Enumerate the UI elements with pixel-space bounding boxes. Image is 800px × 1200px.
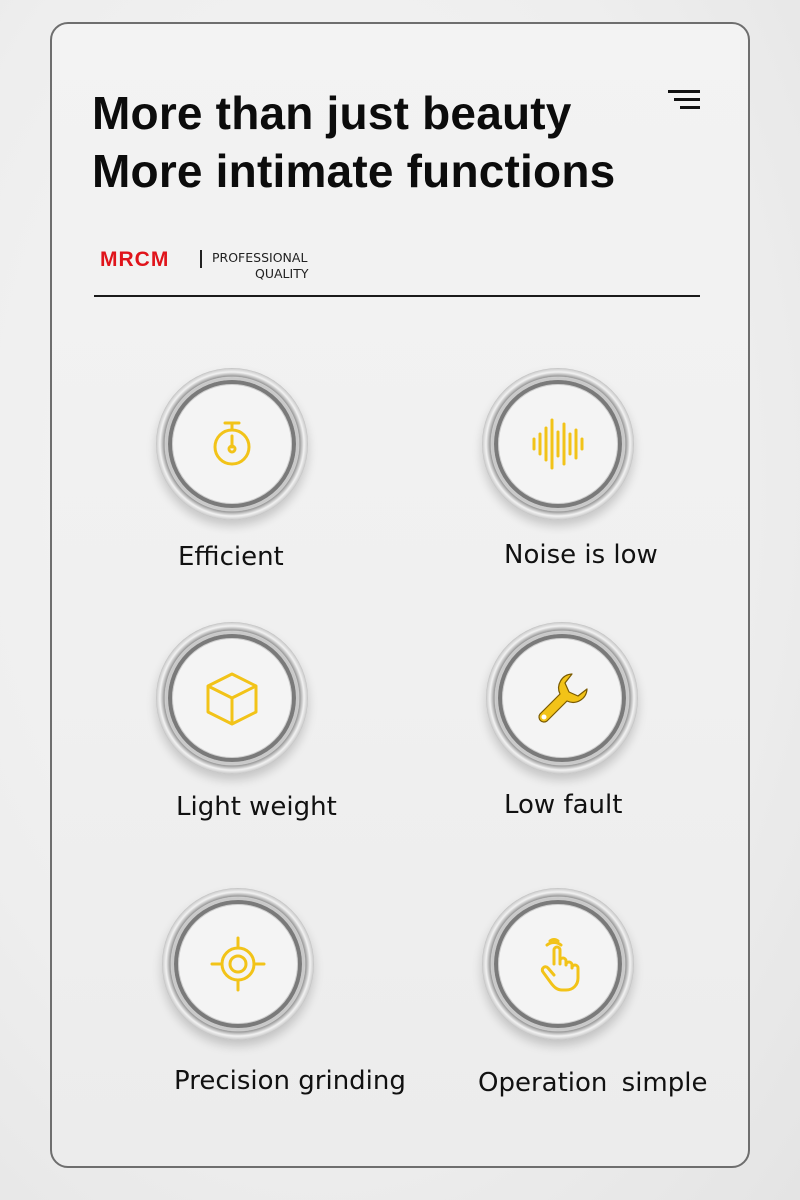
feature-label-operation: Operation simple — [478, 1068, 708, 1098]
feature-label-light-weight: Light weight — [176, 792, 337, 822]
feature-low-fault-ring — [486, 622, 638, 774]
cube-icon — [202, 668, 262, 728]
brand-tagline — [212, 250, 372, 282]
brand-tagline-line-1: PROFESSIONAL — [212, 250, 308, 265]
hand-pointer-icon — [528, 934, 588, 994]
stopwatch-icon — [202, 414, 262, 474]
feature-label-efficient: Efficient — [178, 542, 284, 572]
wrench-icon — [532, 668, 592, 728]
brand-separator — [200, 250, 202, 268]
hamburger-menu-icon[interactable] — [664, 88, 700, 114]
feature-efficient-ring — [156, 368, 308, 520]
headline — [92, 84, 615, 200]
feature-label-precision: Precision grinding — [174, 1066, 406, 1096]
feature-label-low-fault: Low fault — [504, 790, 623, 820]
headline-line-2: More intimate functions — [92, 145, 616, 197]
sound-wave-icon — [528, 414, 588, 474]
feature-label-noise: Noise is low — [504, 540, 658, 570]
feature-operation-ring — [482, 888, 634, 1040]
brand-tagline-line-2: QUALITY — [255, 266, 309, 281]
feature-card — [50, 22, 750, 1168]
feature-light-weight-ring — [156, 622, 308, 774]
headline-line-1: More than just beauty — [92, 87, 572, 139]
feature-precision-ring — [162, 888, 314, 1040]
crosshair-target-icon — [208, 934, 268, 994]
brand-logo: MRCM — [100, 248, 170, 271]
divider — [94, 295, 700, 297]
feature-noise-ring — [482, 368, 634, 520]
